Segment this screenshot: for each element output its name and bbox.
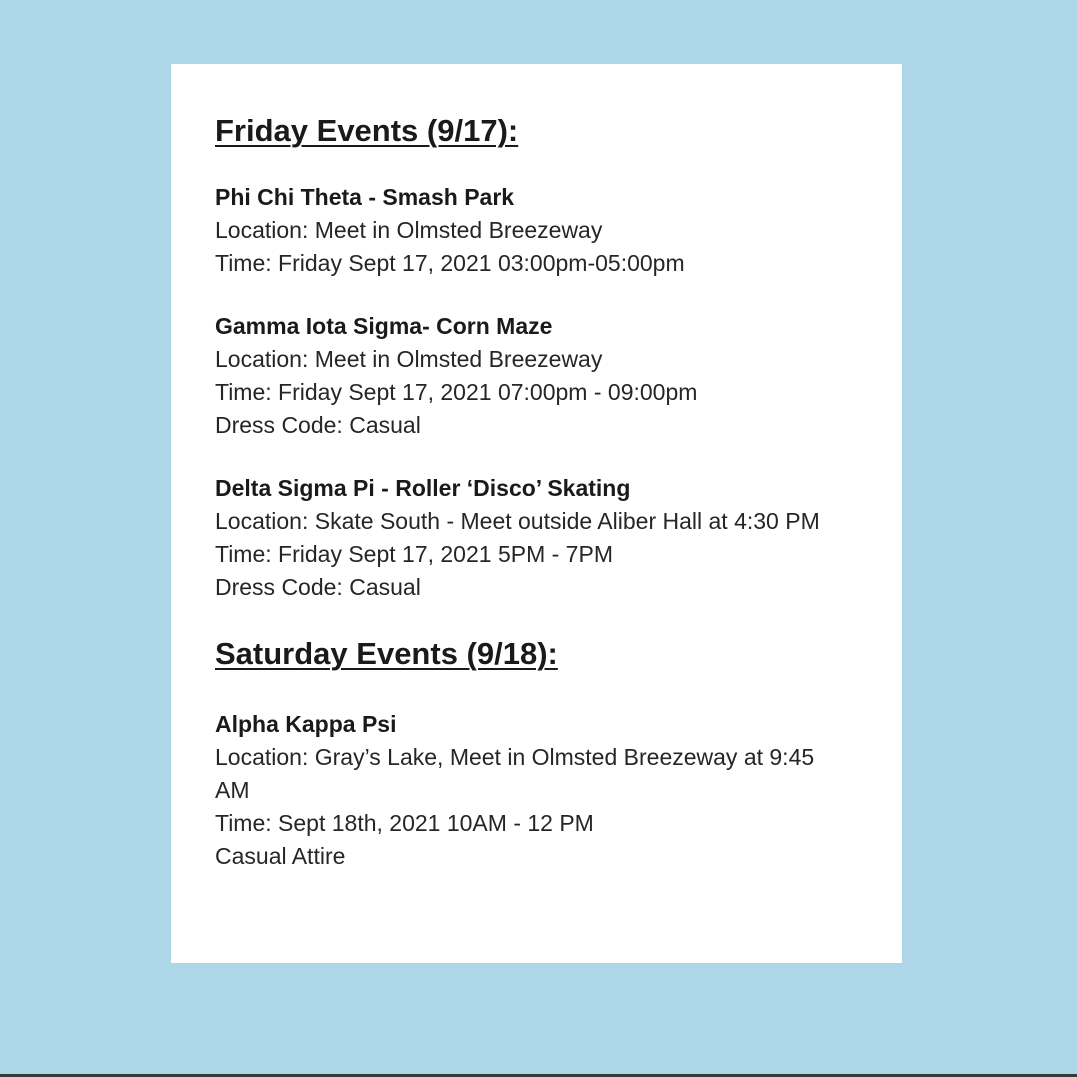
event-location: Location: Skate South - Meet outside Aliber Hall at 4:30 PM [215, 508, 820, 534]
event-time: Time: Sept 18th, 2021 10AM - 12 PM [215, 810, 594, 836]
event-dress-code: Dress Code: Casual [215, 574, 421, 600]
saturday-heading: Saturday Events (9/18): [215, 636, 558, 671]
event-location: Location: Meet in Olmsted Breezeway [215, 217, 603, 243]
event-delta-sigma-pi [215, 471, 862, 604]
event-gamma-iota-sigma [215, 309, 862, 442]
event-phi-chi-theta [215, 180, 862, 280]
events-card [171, 64, 902, 963]
event-time: Time: Friday Sept 17, 2021 5PM - 7PM [215, 541, 613, 567]
event-title: Alpha Kappa Psi [215, 711, 397, 737]
event-dress-code: Dress Code: Casual [215, 412, 421, 438]
event-time: Time: Friday Sept 17, 2021 07:00pm - 09:00pm [215, 379, 698, 405]
event-attire: Casual Attire [215, 843, 346, 869]
event-title: Phi Chi Theta - Smash Park [215, 184, 515, 210]
event-title: Gamma Iota Sigma- Corn Maze [215, 313, 553, 339]
friday-heading: Friday Events (9/17): [215, 113, 519, 148]
event-title: Delta Sigma Pi - Roller ‘Disco’ Skating [215, 475, 631, 501]
event-location: Location: Meet in Olmsted Breezeway [215, 346, 603, 372]
event-location: Location: Gray’s Lake, Meet in Olmsted Breezeway at 9:45 AM [215, 744, 815, 803]
event-time: Time: Friday Sept 17, 2021 03:00pm-05:00pm [215, 250, 685, 276]
event-alpha-kappa-psi [215, 707, 862, 873]
